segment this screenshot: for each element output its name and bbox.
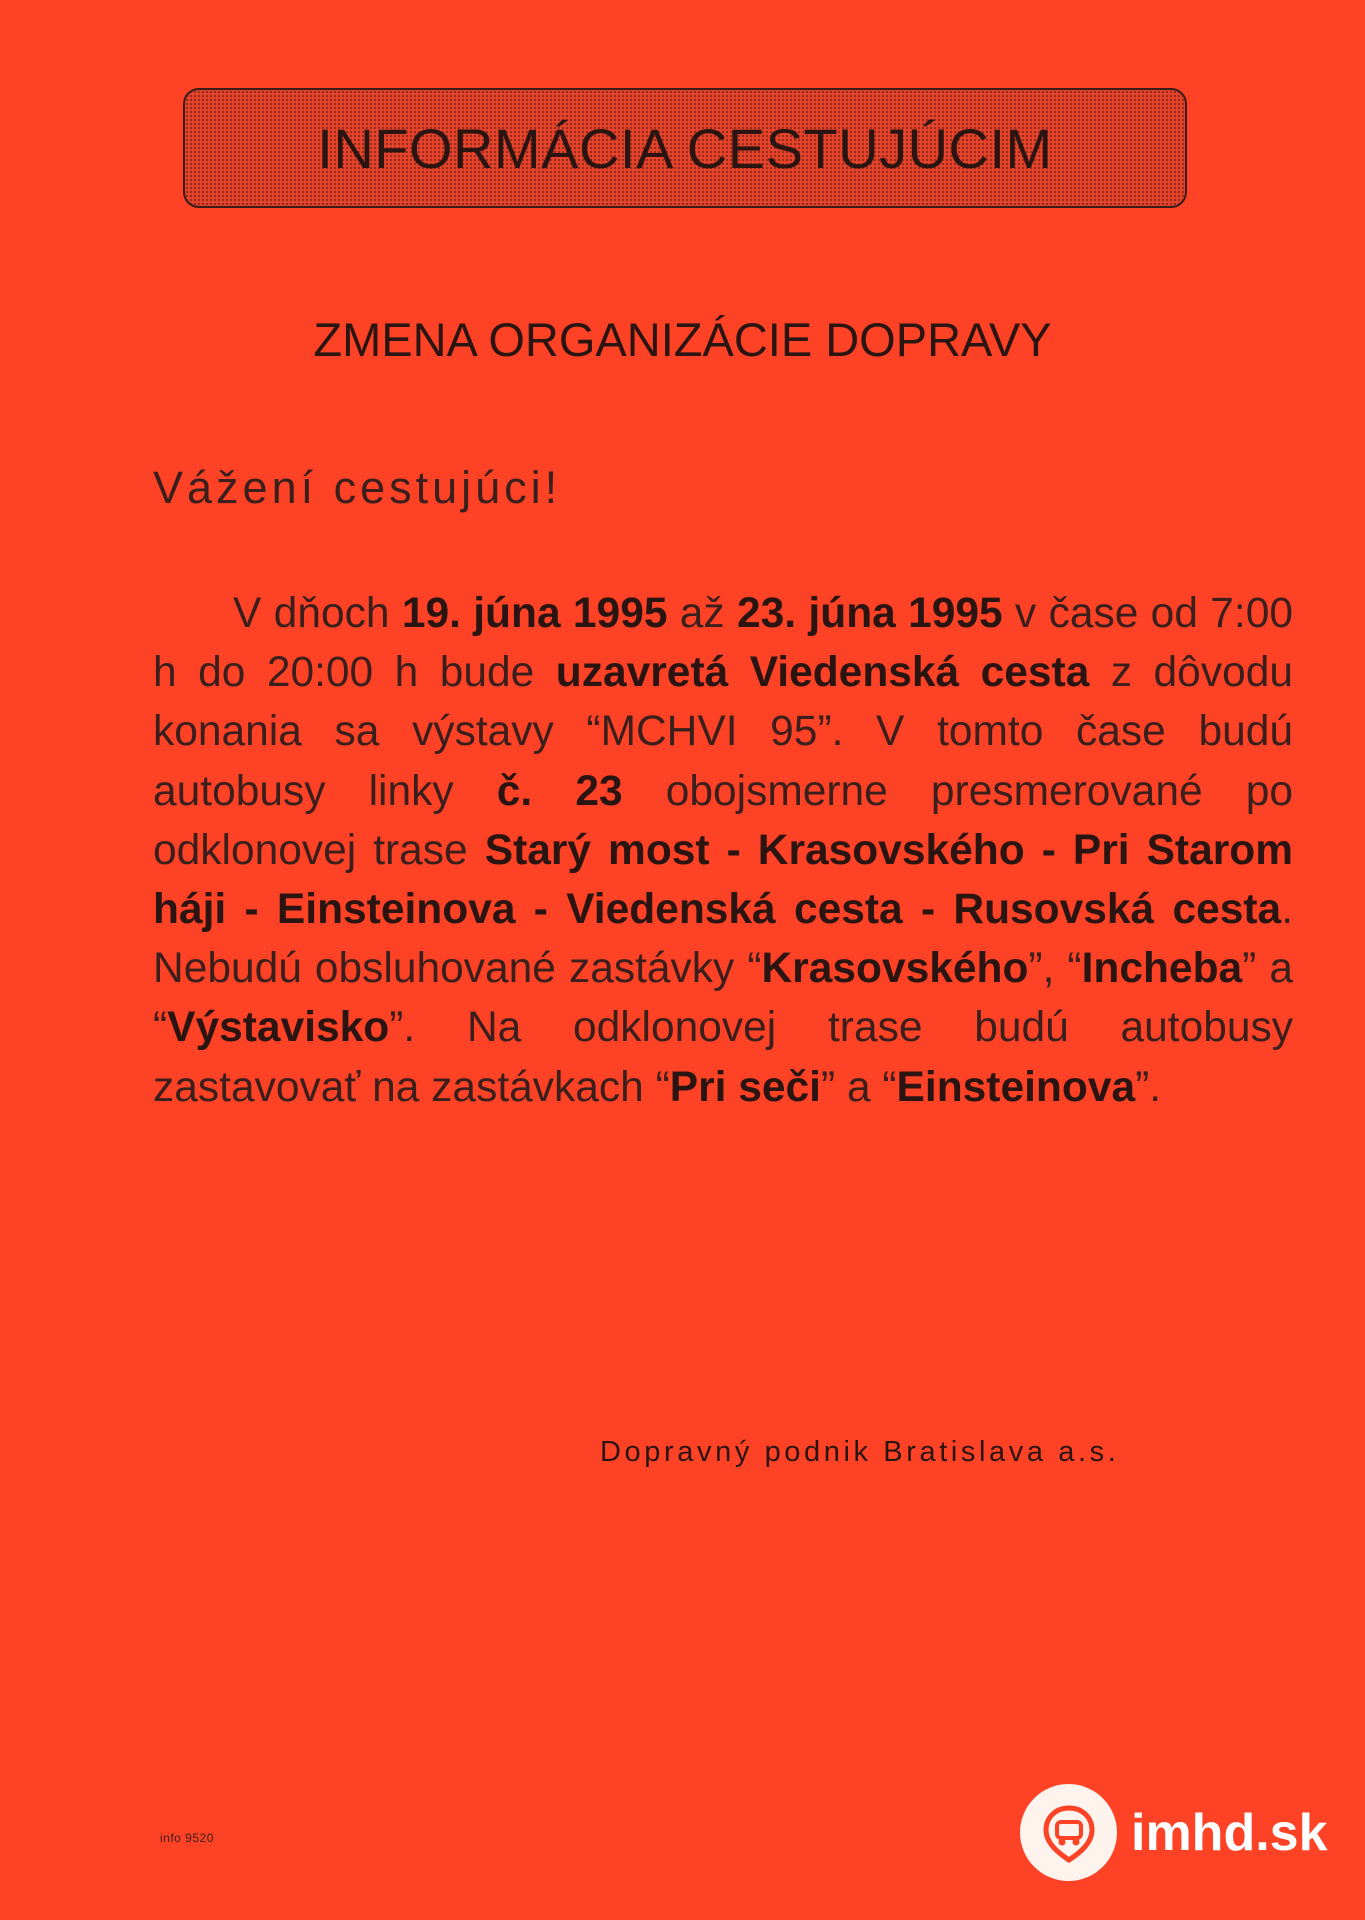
brand-name: imhd.sk [1131,1803,1328,1862]
body-text: ”, “ [1028,945,1082,993]
body-stop-krasovskeho: Krasovského [761,945,1029,993]
body-text: V dňoch [233,590,402,637]
body-text: . Nebudú obsluhované zastávky “ [153,886,1293,993]
title-banner [183,88,1187,208]
banner-title: INFORMÁCIA CESTUJÚCIM [317,116,1053,180]
body-date-from: 19. júna 1995 [401,590,668,637]
body-stop-einsteinova: Einsteinova [896,1063,1136,1111]
body-line-number: č. 23 [496,767,623,815]
body-text: ”. [1135,1063,1162,1111]
notice-body [153,584,1293,1117]
info-code: info 9520 [160,1831,214,1845]
bus-pin-icon [1020,1784,1117,1881]
body-stop-pri-seci: Pri seči [669,1063,821,1111]
body-stop-vystavisko: Výstavisko [167,1004,390,1052]
body-text: ” a “ [820,1063,897,1111]
body-text: obojsmerne presmerované po odklonovej trase [153,767,1293,874]
notice-subtitle: ZMENA ORGANIZÁCIE DOPRAVY [313,313,1052,366]
greeting: Vážení cestujúci! [153,462,562,513]
body-text: až [667,590,738,637]
body-text: ” a “ [153,945,1293,1052]
imhd-watermark [1020,1784,1328,1881]
body-text: ”. Na odklonovej trase budú autobusy zastavovať na zastávkach “ [153,1004,1293,1111]
body-closed-road: uzavretá Viedenská cesta [555,649,1090,697]
body-text: v čase od 7:00 h do 20:00 h bude [153,590,1293,697]
body-stop-incheba: Incheba [1081,945,1243,993]
body-text: z dôvodu konania sa výstavy “MCHVI 95”. V tomto čase budú autobusy linky [153,649,1293,815]
body-date-to: 23. júna 1995 [737,590,1003,637]
body-detour-route: Starý most - Krasovského - Pri Starom háji - Einsteinova - Viedenská cesta - Rusovská cesta [153,826,1293,934]
signature: Dopravný podnik Bratislava a.s. [600,1436,1120,1468]
